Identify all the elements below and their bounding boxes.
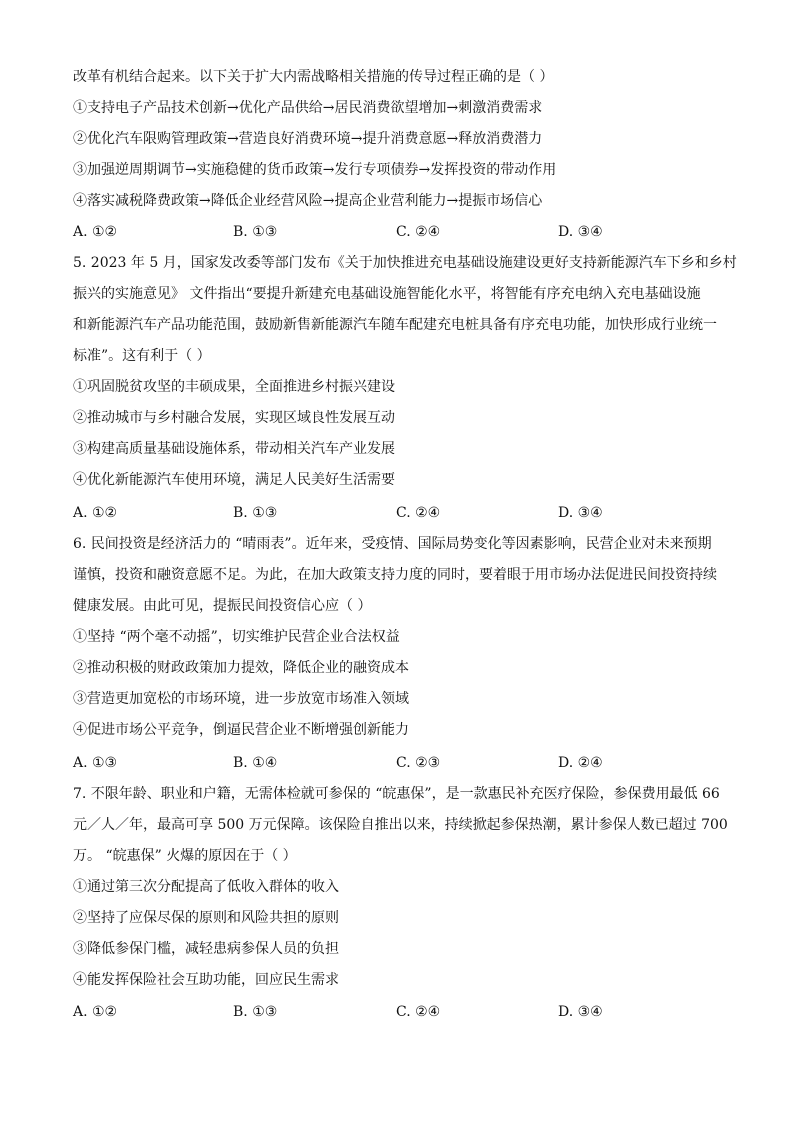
- q6-option-a[interactable]: A. ①③: [73, 755, 118, 771]
- q4-item-3: ③加强逆周期调节→实施稳健的货币政策→发行专项债券→发挥投资的带动作用: [73, 162, 557, 178]
- q7-item-1: ①通过第三次分配提高了低收入群体的收入: [73, 879, 339, 895]
- q5-stem-line-3: 和新能源汽车产品功能范围，鼓励新售新能源汽车随车配建充电桩具备有序充电功能，加快形成行业统一: [73, 317, 717, 333]
- q6-option-b[interactable]: B. ①④: [233, 755, 278, 771]
- q6-item-2: ②推动积极的财政政策加力提效，降低企业的融资成本: [73, 660, 409, 676]
- q4-stem-line: 改革有机结合起来。以下关于扩大内需战略相关措施的传导过程正确的是（ ）: [73, 69, 554, 85]
- q6-stem-line-1: 6. 民间投资是经济活力的 “晴雨表”。近年来，受疫情、国际局势变化等因素影响，民营企业对未来预期: [73, 536, 712, 552]
- q7-item-3: ③降低参保门槛，减轻患病参保人员的负担: [73, 941, 339, 957]
- q4-option-d[interactable]: D. ③④: [558, 224, 603, 240]
- q5-item-1: ①巩固脱贫攻坚的丰硕成果，全面推进乡村振兴建设: [73, 379, 395, 395]
- q6-option-d[interactable]: D. ②④: [558, 755, 603, 771]
- q6-stem-line-3: 健康发展。由此可见，提振民间投资信心应（ ）: [73, 598, 372, 614]
- q4-item-2: ②优化汽车限购管理政策→营造良好消费环境→提升消费意愿→释放消费潜力: [73, 131, 543, 147]
- q5-item-3: ③构建高质量基础设施体系，带动相关汽车产业发展: [73, 441, 395, 457]
- q4-item-4: ④落实减税降费政策→降低企业经营风险→提高企业营利能力→提振市场信心: [73, 193, 543, 209]
- q4-option-c[interactable]: C. ②④: [396, 224, 441, 240]
- q4-item-1: ①支持电子产品技术创新→优化产品供给→居民消费欲望增加→刺激消费需求: [73, 100, 543, 116]
- q7-option-d[interactable]: D. ③④: [558, 1004, 603, 1020]
- q5-option-c[interactable]: C. ②④: [396, 505, 441, 521]
- q4-option-a[interactable]: A. ①②: [73, 224, 118, 240]
- q7-option-c[interactable]: C. ②④: [396, 1004, 441, 1020]
- q7-item-4: ④能发挥保险社会互助功能，回应民生需求: [73, 972, 339, 988]
- q7-stem-line-1: 7. 不限年龄、职业和户籍，无需体检就可参保的 “皖惠保”，是一款惠民补充医疗保险，参保费用最低 66: [73, 786, 720, 802]
- q6-option-c[interactable]: C. ②③: [396, 755, 441, 771]
- q5-item-2: ②推动城市与乡村融合发展，实现区域良性发展互动: [73, 410, 395, 426]
- q7-stem-line-3: 万。 “皖惠保” 火爆的原因在于（ ）: [73, 848, 297, 864]
- q5-stem-line-4: 标准”。这有利于（ ）: [73, 348, 211, 364]
- q4-option-b[interactable]: B. ①③: [233, 224, 278, 240]
- q5-option-d[interactable]: D. ③④: [558, 505, 603, 521]
- q6-item-1: ①坚持 “两个毫不动摇”，切实维护民营企业合法权益: [73, 629, 400, 645]
- q6-item-4: ④促进市场公平竞争，倒逼民营企业不断增强创新能力: [73, 722, 409, 738]
- q5-option-b[interactable]: B. ①③: [233, 505, 278, 521]
- q7-option-b[interactable]: B. ①③: [233, 1004, 278, 1020]
- q7-stem-line-2: 元／人／年，最高可享 500 万元保障。该保险自推出以来，持续掀起参保热潮，累计参保人数已超过 700: [73, 817, 728, 833]
- q5-item-4: ④优化新能源汽车使用环境，满足人民美好生活需要: [73, 472, 395, 488]
- q5-stem-line-1: 5. 2023 年 5 月，国家发改委等部门发布《关于加快推进充电基础设施建设更好支持新能源汽车下乡和乡村: [73, 255, 737, 271]
- q5-option-a[interactable]: A. ①②: [73, 505, 118, 521]
- q7-option-a[interactable]: A. ①②: [73, 1004, 118, 1020]
- q7-item-2: ②坚持了应保尽保的原则和风险共担的原则: [73, 910, 339, 926]
- q6-stem-line-2: 谨慎，投资和融资意愿不足。为此，在加大政策支持力度的同时，要着眼于用市场办法促进民间投资持续: [73, 567, 717, 583]
- q6-item-3: ③营造更加宽松的市场环境，进一步放宽市场准入领域: [73, 691, 409, 707]
- q5-stem-line-2: 振兴的实施意见》 文件指出“要提升新建充电基础设施智能化水平，将智能有序充电纳入充电基础设施: [73, 286, 701, 302]
